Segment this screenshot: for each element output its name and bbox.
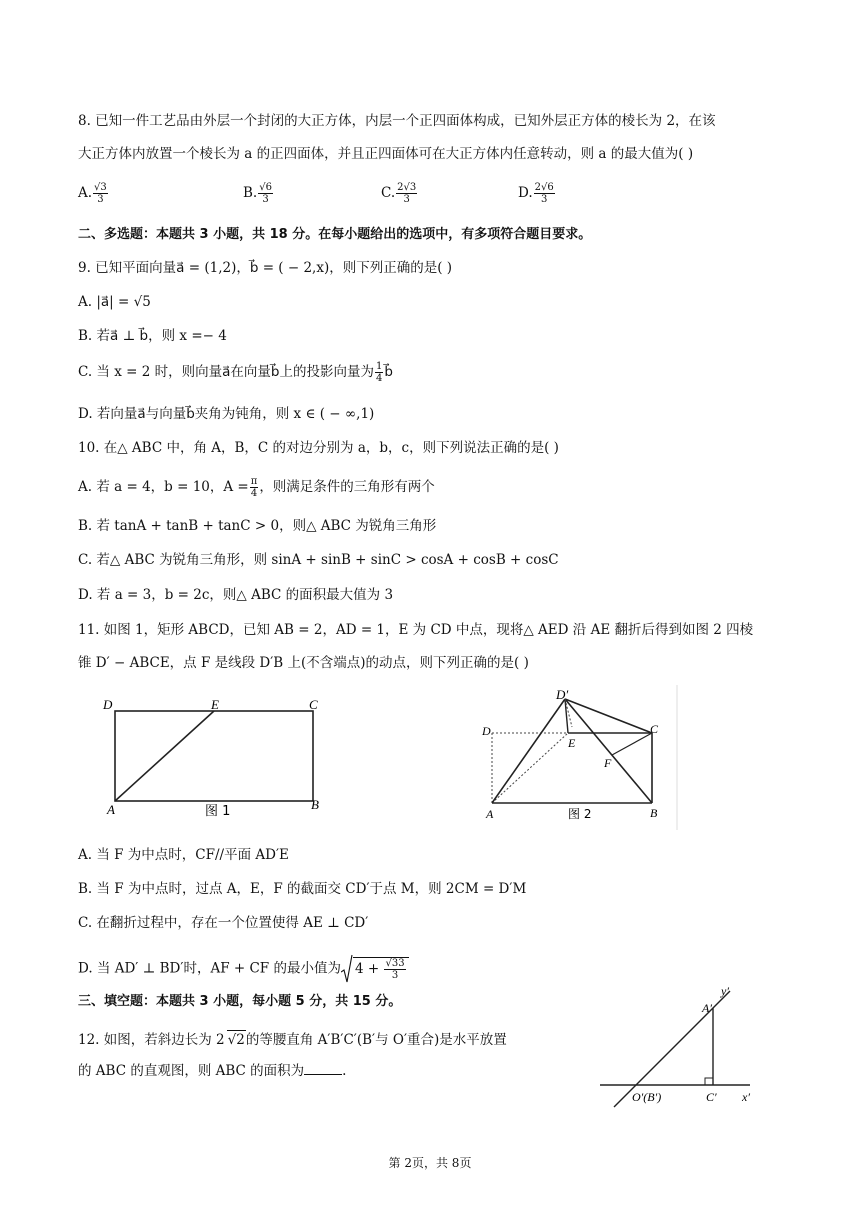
section-2-heading: 二、多选题：本题共 3 小题，共 18 分。在每小题给出的选项中，有多项符合题目要求。	[78, 227, 592, 242]
label-c: C	[309, 697, 318, 712]
dashed-ae	[492, 733, 568, 803]
label-y-prime: y′	[721, 985, 729, 998]
label-e: E	[568, 736, 576, 750]
q11-option-b: B. 当 F 为中点时，过点 A，E，F 的截面交 CD′于点 M，则 2CM = D′M	[78, 881, 527, 897]
label-a: A	[486, 807, 494, 821]
rectangle-abcd	[115, 711, 313, 801]
label-f: F	[604, 756, 612, 770]
q11-figure-1	[95, 693, 335, 823]
label-a-prime: A′	[702, 1001, 712, 1015]
radical: 4 + $\frac{√33}{3}$	[341, 954, 409, 984]
q12-line2: 的 ABC 的直观图，则 ABC 的面积为 .	[78, 1060, 346, 1080]
label-b: B	[650, 806, 658, 820]
label-c-prime: C′	[706, 1090, 717, 1104]
radical: √2	[227, 1032, 245, 1048]
label-b: B	[311, 797, 319, 812]
q9-option-d: D. 若向量a⃗与向量b⃗夹角为钝角，则 x ∈ ( − ∞,1)	[78, 406, 375, 422]
q12-line1: 12. 如图，若斜边长为 2 √2的等腰直角 A′B′C′(B′与 O′重合)是水平放置	[78, 1032, 507, 1048]
q8-option-c: C. $\frac{2√3}{3}$	[381, 182, 417, 205]
right-angle-mark	[705, 1078, 713, 1085]
q11-line2: 锥 D′ − ABCE，点 F 是线段 D′B 上(不含端点)的动点，则下列正确的是( )	[78, 655, 529, 671]
q10-option-c: C. 若△ ABC 为锐角三角形，则 sinA + sinB + sinC > cosA + cosB + cosC	[78, 552, 559, 568]
q8-line1: 8. 已知一件工艺品由外层一个封闭的大正方体，内层一个正四面体构成，已知外层正方体的棱长为 2，在该	[78, 113, 716, 129]
q11-figure-2	[480, 685, 680, 830]
q9-option-b: B. 若a⃗ ⊥ b⃗，则 x =− 4	[78, 328, 227, 344]
figure-1-caption: 图 1	[205, 804, 231, 819]
segment-d-prime-b	[565, 699, 652, 803]
segment-ad-prime	[492, 699, 565, 803]
section-3-heading: 三、填空题：本题共 3 小题，每小题 5 分，共 15 分。	[78, 994, 402, 1009]
page-footer: 第 2页，共 8页	[388, 1156, 472, 1170]
label-e: E	[211, 697, 219, 712]
figure-2-caption: 图 2	[568, 807, 592, 821]
q11-option-a: A. 当 F 为中点时，CF//平面 AD′E	[78, 847, 289, 863]
q8-option-b: B. $\frac{√6}{3}$	[243, 182, 272, 205]
q8-line2: 大正方体内放置一个棱长为 a 的正四面体，并且正四面体可在大正方体内任意转动，则 a 的最大值为( )	[78, 146, 694, 162]
label-x-prime: x′	[742, 1090, 750, 1104]
q9-option-a: A. |a⃗| = √5	[78, 294, 151, 310]
q10-option-b: B. 若 tanA + tanB + tanC > 0，则△ ABC 为锐角三角形	[78, 518, 437, 534]
q8-option-d: D. $\frac{2√6}{3}$	[518, 182, 554, 205]
q11-option-d: D. 当 AD′ ⊥ BD′时，AF + CF 的最小值为 4 + $\frac{√33}{3}$	[78, 954, 409, 984]
segment-cf	[612, 733, 652, 755]
q12-figure	[600, 985, 770, 1115]
label-d: D	[103, 697, 113, 712]
q11-line1: 11. 如图 1，矩形 ABCD，已知 AB = 2，AD = 1，E 为 CD 中点，现将△ AED 沿 AE 翻折后得到如图 2 四棱	[78, 622, 754, 638]
q10-stem: 10. 在△ ABC 中，角 A，B，C 的对边分别为 a，b，c，则下列说法正确的是( )	[78, 440, 559, 456]
label-d-prime: D′	[556, 687, 569, 702]
label-o-prime-b-prime: O′(B′)	[632, 1090, 662, 1104]
answer-blank[interactable]	[304, 1060, 342, 1075]
label-c: C	[650, 722, 659, 736]
q10-option-d: D. 若 a = 3，b = 2c，则△ ABC 的面积最大值为 3	[78, 587, 394, 603]
q9-option-c: C. 当 x = 2 时，则向量a⃗在向量b⃗上的投影向量为 $\frac{1}{4}$ b⃗	[78, 361, 393, 384]
q8-option-a: A. $\frac{√3}{3}$	[78, 182, 107, 205]
segment-ae	[115, 711, 214, 801]
q10-option-a: A. 若 a = 4，b = 10，A = $\frac{\pi}{4}$ ，则满足条件的三角形有两个	[78, 476, 435, 499]
label-d: D	[482, 724, 491, 738]
label-a: A	[107, 802, 115, 817]
segment-d-prime-c	[565, 699, 652, 733]
q11-option-c: C. 在翻折过程中，存在一个位置使得 AE ⊥ CD′	[78, 915, 369, 931]
q9-stem: 9. 已知平面向量a⃗ = (1,2)，b⃗ = ( − 2,x)，则下列正确的是( )	[78, 260, 453, 276]
